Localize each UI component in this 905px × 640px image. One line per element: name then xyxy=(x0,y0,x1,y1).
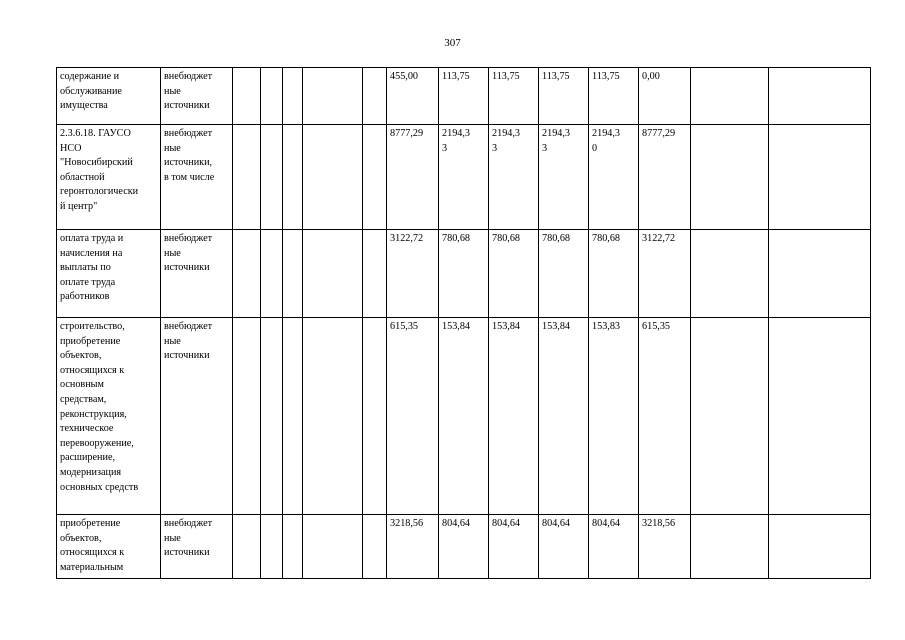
empty-cell xyxy=(691,318,769,515)
empty-cell xyxy=(363,515,387,579)
amount-value: 804,64 xyxy=(542,518,571,529)
amount-value: 3218,56 xyxy=(390,518,424,529)
name-line: строительство, xyxy=(60,321,125,332)
empty-cell xyxy=(363,230,387,318)
item-name-cell xyxy=(57,125,161,230)
amount-value: 2194,3 xyxy=(442,128,471,139)
funding-source-cell xyxy=(161,230,233,318)
empty-cell xyxy=(691,230,769,318)
amount-cell xyxy=(589,68,639,125)
empty-cell xyxy=(233,515,261,579)
amount-value: 8777,29 xyxy=(642,128,676,139)
source-line: ные xyxy=(164,335,181,347)
amount-value: 780,68 xyxy=(492,233,521,244)
empty-cell xyxy=(691,125,769,230)
name-line: перевооружение, xyxy=(60,437,134,449)
amount-cell xyxy=(539,125,589,230)
source-line: источники xyxy=(164,100,210,112)
source-line: ные xyxy=(164,532,181,544)
item-name-cell xyxy=(57,515,161,579)
name-line: приобретение xyxy=(60,518,121,529)
amount-cell xyxy=(439,125,489,230)
amount-value: 804,64 xyxy=(442,518,471,529)
name-line: оплате труда xyxy=(60,276,116,288)
funding-source-cell xyxy=(161,318,233,515)
item-name-cell xyxy=(57,318,161,515)
empty-cell xyxy=(233,230,261,318)
empty-cell xyxy=(283,318,303,515)
table-row xyxy=(57,318,871,515)
amount-value: 780,68 xyxy=(542,233,571,244)
source-line: источники xyxy=(164,262,210,274)
empty-cell xyxy=(261,125,283,230)
table-row xyxy=(57,230,871,318)
amount-cell xyxy=(387,230,439,318)
name-line: расширение, xyxy=(60,452,116,464)
name-line: работников xyxy=(60,291,110,303)
empty-cell xyxy=(363,318,387,515)
amount-cell xyxy=(639,318,691,515)
name-line: основным xyxy=(60,379,104,391)
amount-value: 3122,72 xyxy=(642,233,676,244)
amount-value: 780,68 xyxy=(442,233,471,244)
empty-cell xyxy=(283,125,303,230)
source-line: ные xyxy=(164,247,181,259)
item-name-cell xyxy=(57,230,161,318)
name-line: модернизация xyxy=(60,466,122,478)
empty-cell xyxy=(769,318,871,515)
empty-cell xyxy=(691,68,769,125)
source-line: внебюджет xyxy=(164,321,213,332)
amount-cell xyxy=(439,68,489,125)
source-line: внебюджет xyxy=(164,233,213,244)
amount-value: 153,84 xyxy=(492,321,521,332)
amount-cell xyxy=(387,68,439,125)
amount-cell xyxy=(489,125,539,230)
empty-cell xyxy=(303,125,363,230)
empty-cell xyxy=(261,230,283,318)
amount-value: 0 xyxy=(592,142,598,154)
name-line: обслуживание xyxy=(60,85,122,97)
budget-table xyxy=(56,67,871,579)
empty-cell xyxy=(303,230,363,318)
amount-value: 780,68 xyxy=(592,233,621,244)
amount-value: 3218,56 xyxy=(642,518,676,529)
amount-value: 0,00 xyxy=(642,71,660,82)
source-line: внебюджет xyxy=(164,518,213,529)
name-line: приобретение xyxy=(60,335,121,347)
amount-cell xyxy=(589,125,639,230)
empty-cell xyxy=(233,125,261,230)
amount-value: 153,83 xyxy=(592,321,621,332)
amount-value: 113,75 xyxy=(442,71,470,82)
name-line: реконструкция, xyxy=(60,408,127,420)
empty-cell xyxy=(283,230,303,318)
funding-source-cell xyxy=(161,68,233,125)
table-row xyxy=(57,68,871,125)
amount-value: 8777,29 xyxy=(390,128,424,139)
amount-cell xyxy=(439,515,489,579)
empty-cell xyxy=(363,68,387,125)
amount-cell xyxy=(589,318,639,515)
amount-value: 3 xyxy=(442,142,448,154)
amount-value: 153,84 xyxy=(542,321,571,332)
empty-cell xyxy=(769,125,871,230)
name-line: "Новосибирский xyxy=(60,157,133,169)
empty-cell xyxy=(303,515,363,579)
name-line: 2.3.6.18. ГАУСО xyxy=(60,128,131,139)
name-line: основных средств xyxy=(60,481,139,493)
source-line: в том числе xyxy=(164,171,215,183)
amount-value: 804,64 xyxy=(492,518,521,529)
amount-cell xyxy=(489,68,539,125)
name-line: геронтологически xyxy=(60,186,139,198)
empty-cell xyxy=(769,68,871,125)
amount-value: 153,84 xyxy=(442,321,471,332)
empty-cell xyxy=(283,68,303,125)
amount-value: 2194,3 xyxy=(592,128,621,139)
amount-cell xyxy=(589,515,639,579)
amount-cell xyxy=(489,515,539,579)
amount-cell xyxy=(387,318,439,515)
empty-cell xyxy=(233,68,261,125)
amount-cell xyxy=(639,515,691,579)
name-line: объектов, xyxy=(60,532,102,544)
amount-cell xyxy=(489,318,539,515)
name-line: средствам, xyxy=(60,393,107,405)
source-line: ные xyxy=(164,85,181,97)
empty-cell xyxy=(769,230,871,318)
source-line: внебюджет xyxy=(164,128,213,139)
amount-cell xyxy=(589,230,639,318)
empty-cell xyxy=(233,318,261,515)
name-line: имущества xyxy=(60,100,108,112)
empty-cell xyxy=(261,318,283,515)
amount-value: 2194,3 xyxy=(542,128,571,139)
name-line: й центр" xyxy=(60,200,98,212)
funding-source-cell xyxy=(161,515,233,579)
amount-cell xyxy=(539,515,589,579)
name-line: оплата труда и xyxy=(60,233,124,244)
name-line: выплаты по xyxy=(60,262,111,274)
amount-value: 2194,3 xyxy=(492,128,521,139)
amount-value: 3 xyxy=(542,142,548,154)
empty-cell xyxy=(261,68,283,125)
amount-cell xyxy=(639,68,691,125)
page-number: 307 xyxy=(444,37,461,49)
amount-value: 615,35 xyxy=(390,321,419,332)
amount-cell xyxy=(439,230,489,318)
source-line: источники xyxy=(164,547,210,559)
item-name-cell xyxy=(57,68,161,125)
empty-cell xyxy=(261,515,283,579)
source-line: внебюджет xyxy=(164,71,213,82)
name-line: относящихся к xyxy=(60,364,125,376)
empty-cell xyxy=(363,125,387,230)
empty-cell xyxy=(769,515,871,579)
source-line: источники xyxy=(164,350,210,362)
name-line: материальным xyxy=(60,561,124,573)
amount-cell xyxy=(439,318,489,515)
amount-value: 3 xyxy=(492,142,498,154)
name-line: НСО xyxy=(60,142,82,154)
empty-cell xyxy=(303,68,363,125)
amount-value: 804,64 xyxy=(592,518,621,529)
amount-value: 113,75 xyxy=(592,71,620,82)
name-line: относящихся к xyxy=(60,547,125,559)
amount-cell xyxy=(539,318,589,515)
name-line: содержание и xyxy=(60,71,120,82)
amount-value: 3122,72 xyxy=(390,233,424,244)
amount-value: 615,35 xyxy=(642,321,671,332)
amount-value: 113,75 xyxy=(542,71,570,82)
amount-cell xyxy=(387,125,439,230)
source-line: источники, xyxy=(164,157,213,169)
amount-value: 455,00 xyxy=(390,71,419,82)
table-row xyxy=(57,515,871,579)
source-line: ные xyxy=(164,142,181,154)
name-line: областной xyxy=(60,171,105,183)
amount-value: 113,75 xyxy=(492,71,520,82)
amount-cell xyxy=(539,68,589,125)
amount-cell xyxy=(639,230,691,318)
empty-cell xyxy=(691,515,769,579)
name-line: начисления на xyxy=(60,247,123,259)
name-line: объектов, xyxy=(60,350,102,362)
amount-cell xyxy=(387,515,439,579)
amount-cell xyxy=(639,125,691,230)
funding-source-cell xyxy=(161,125,233,230)
name-line: техническое xyxy=(60,423,114,435)
amount-cell xyxy=(539,230,589,318)
empty-cell xyxy=(283,515,303,579)
table-row xyxy=(57,125,871,230)
amount-cell xyxy=(489,230,539,318)
empty-cell xyxy=(303,318,363,515)
